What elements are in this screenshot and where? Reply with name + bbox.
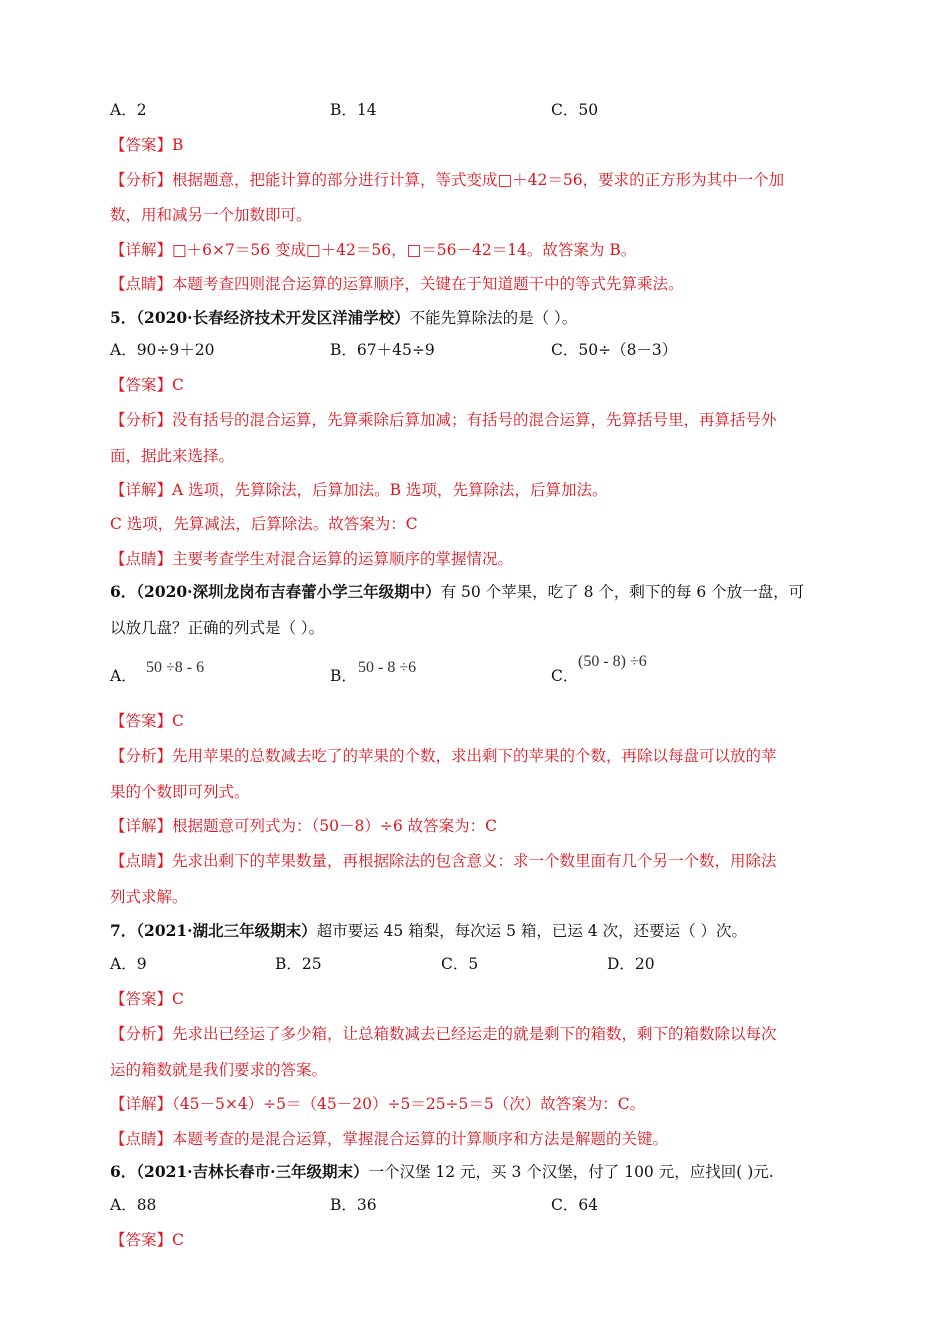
q8-option-b: B．36 xyxy=(330,1196,377,1214)
q8-option-a: A．88 xyxy=(110,1196,157,1214)
q6a-option-c-letter: C． xyxy=(551,667,579,685)
q7-source: （2021·湖北三年级期末） xyxy=(136,921,317,940)
q6a-number: 6． xyxy=(110,582,137,601)
q7-option-a: A．9 xyxy=(110,955,147,973)
q6a-stem-line2: 以放几盘？正确的列式是（ ）。 xyxy=(110,619,325,637)
q7-text: 超市要运 45 箱梨，每次运 5 箱，已运 4 次，还要运（ ）次。 xyxy=(316,922,748,940)
q8-stem xyxy=(110,1162,850,1182)
q6a-text-line1: 有 50 个苹果，吃了 8 个，剩下的每 6 个放一盘，可 xyxy=(440,583,805,601)
q6a-comment-line2: 列式求解。 xyxy=(110,888,188,906)
q6a-option-b-letter: B． xyxy=(330,667,357,685)
q7-analysis-line2: 运的箱数就是我们要求的答案。 xyxy=(110,1061,328,1079)
q4-answer: 【答案】B xyxy=(110,136,184,154)
q7-option-d: D．20 xyxy=(607,955,655,973)
q8-text: 一个汉堡 12 元，买 3 个汉堡，付了 100 元，应找回( )元. xyxy=(368,1163,774,1181)
q6a-detail: 【详解】根据题意可列式为：（50－8）÷6 故答案为：C xyxy=(110,817,497,835)
q5-detail-line1: 【详解】A 选项，先算除法，后算加法。B 选项，先算除法，后算加法。 xyxy=(110,481,608,499)
q6a-option-a-letter: A． xyxy=(110,667,137,685)
q4-analysis-line2: 数，用和减另一个加数即可。 xyxy=(110,206,312,224)
q6a-option-a-expr: 50 ÷8 - 6 xyxy=(146,659,205,676)
q6a-answer: 【答案】C xyxy=(110,712,184,730)
q5-option-b: B．67＋45÷9 xyxy=(330,341,435,359)
q5-source: （2020·长春经济技术开发区洋浦学校） xyxy=(136,308,410,327)
q5-number: 5． xyxy=(110,308,137,327)
q5-detail-line2: C 选项，先算减法，后算除法。故答案为：C xyxy=(110,515,418,533)
q5-stem xyxy=(110,308,850,328)
q5-answer: 【答案】C xyxy=(110,376,184,394)
q6a-options xyxy=(110,653,850,688)
q7-analysis-line1: 【分析】先求出已经运了多少箱，让总箱数减去已经运走的就是剩下的箱数，剩下的箱数除以每次 xyxy=(110,1025,777,1043)
q6a-analysis-line1: 【分析】先用苹果的总数减去吃了的苹果的个数，求出剩下的苹果的个数，再除以每盘可以放的苹 xyxy=(110,747,777,765)
q4-detail: 【详解】□＋6×7＝56 变成□＋42＝56，□＝56－42＝14。故答案为 B。 xyxy=(110,241,637,259)
q5-option-c: C．50÷（8－3） xyxy=(551,341,678,359)
q8-answer: 【答案】C xyxy=(110,1231,184,1249)
q7-answer: 【答案】C xyxy=(110,990,184,1008)
q7-stem xyxy=(110,921,850,941)
q5-option-a: A．90÷9＋20 xyxy=(110,341,215,359)
q7-option-b: B．25 xyxy=(275,955,322,973)
q6a-option-b-expr: 50 - 8 ÷6 xyxy=(358,659,417,676)
q5-comment: 【点睛】主要考查学生对混合运算的运算顺序的掌握情况。 xyxy=(110,550,514,568)
q7-detail: 【详解】（45－5×4）÷5＝（45－20）÷5＝25÷5＝5（次）故答案为：C。 xyxy=(110,1095,646,1113)
q8-source: （2021·吉林长春市·三年级期末） xyxy=(136,1162,369,1181)
q7-option-c: C．5 xyxy=(441,955,479,973)
q4-option-c: C．50 xyxy=(551,101,599,119)
q6a-source: （2020·深圳龙岗布吉春蕾小学三年级期中） xyxy=(136,582,441,601)
q6a-stem-line1 xyxy=(110,582,850,602)
q6a-comment-line1: 【点睛】先求出剩下的苹果数量，再根据除法的包含意义：求一个数里面有几个另一个数，用除法 xyxy=(110,852,777,870)
q4-analysis-line1: 【分析】根据题意，把能计算的部分进行计算，等式变成□＋42＝56，要求的正方形为其中一个加 xyxy=(110,171,785,189)
q5-analysis-line1: 【分析】没有括号的混合运算，先算乘除后算加减；有括号的混合运算，先算括号里，再算括号外 xyxy=(110,411,777,429)
q6a-analysis-line2: 果的个数即可列式。 xyxy=(110,783,250,801)
q4-option-b: B．14 xyxy=(330,101,377,119)
q8-number: 6． xyxy=(110,1162,137,1181)
q5-analysis-line2: 面，据此来选择。 xyxy=(110,447,235,465)
q7-number: 7． xyxy=(110,921,137,940)
q5-text: 不能先算除法的是（ ）。 xyxy=(409,309,578,327)
q6a-option-c-expr: (50 - 8) ÷6 xyxy=(578,653,647,670)
q4-option-a: A．2 xyxy=(110,101,147,119)
q8-option-c: C．64 xyxy=(551,1196,599,1214)
q4-comment: 【点睛】本题考查四则混合运算的运算顺序，关键在于知道题干中的等式先算乘法。 xyxy=(110,275,684,293)
q7-comment: 【点睛】本题考查的是混合运算，掌握混合运算的计算顺序和方法是解题的关键。 xyxy=(110,1130,669,1148)
